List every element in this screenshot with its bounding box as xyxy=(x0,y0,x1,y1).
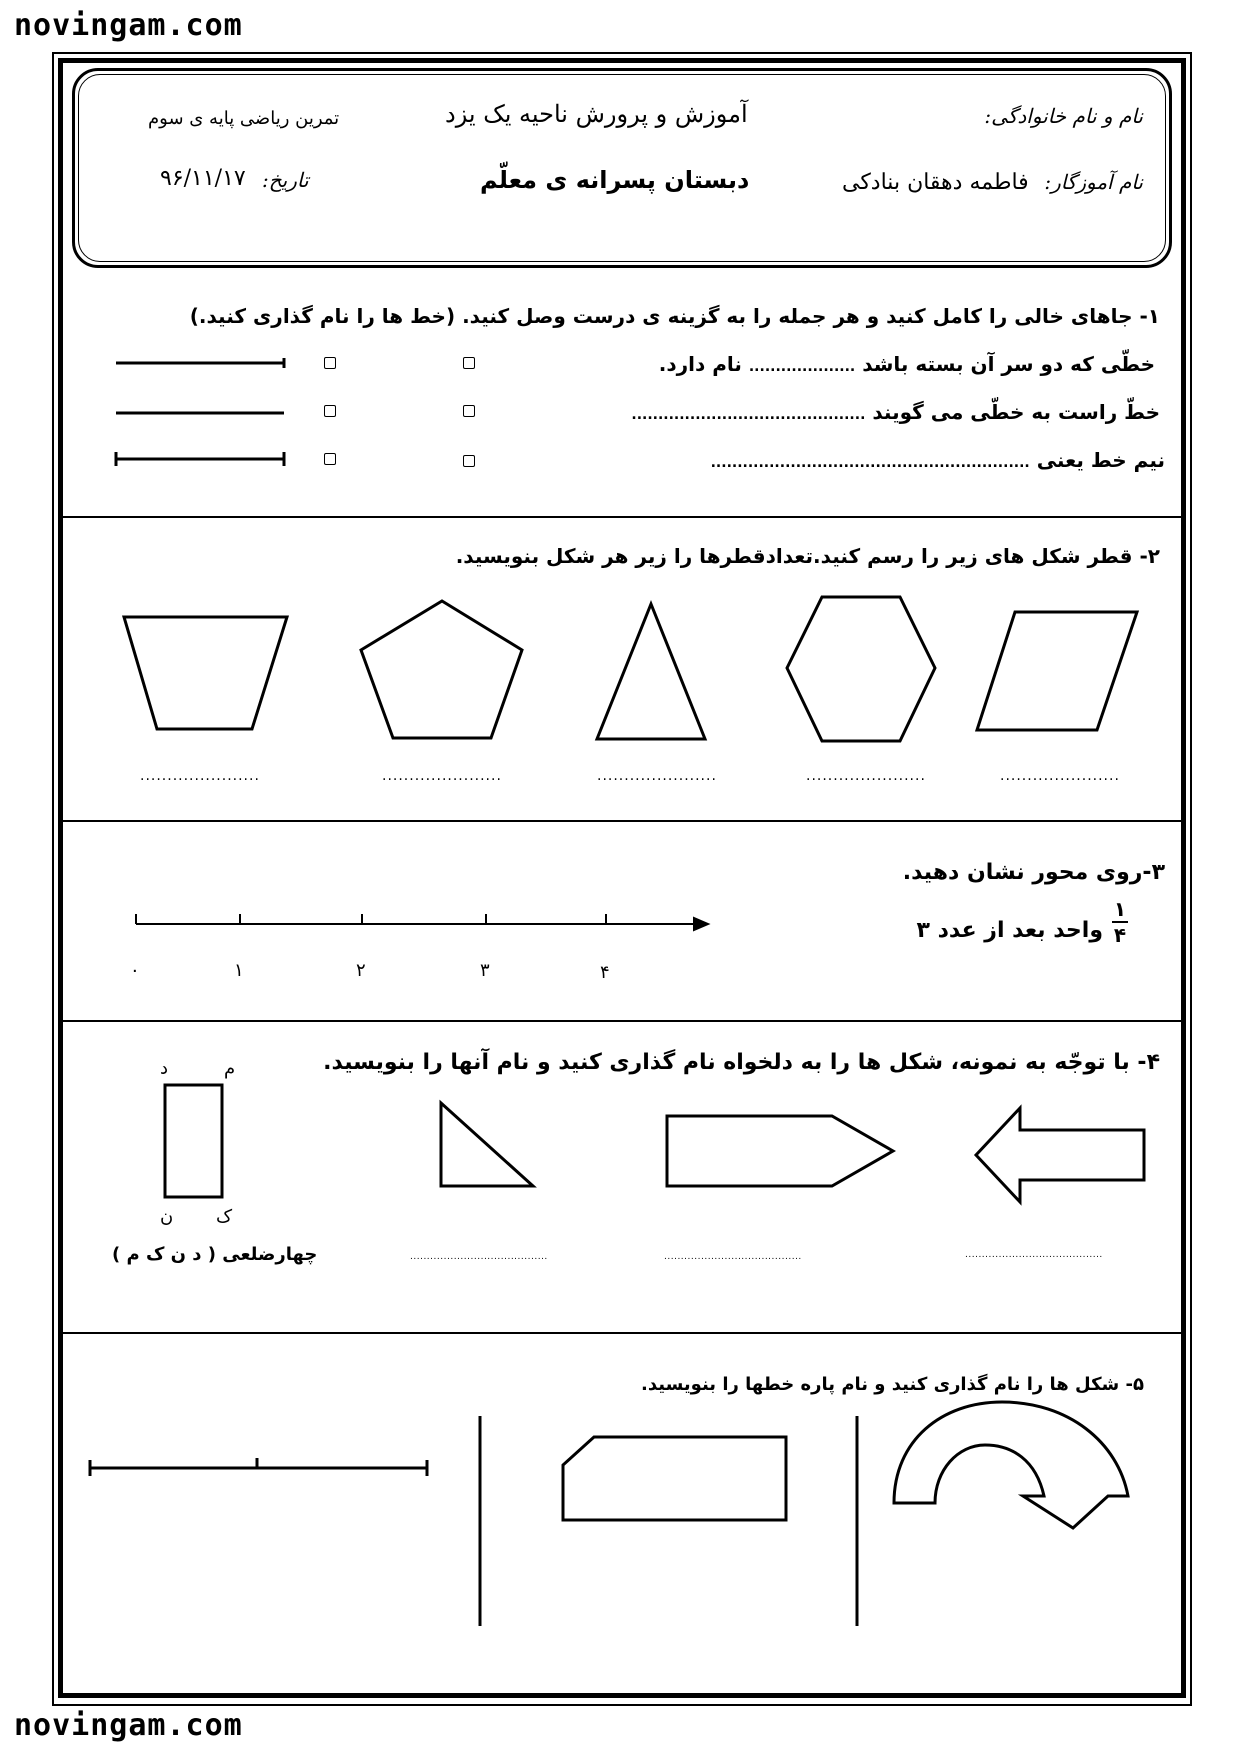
date-label: تاریخ: xyxy=(262,168,309,192)
q5-pentagon-shape xyxy=(563,1437,786,1520)
q1-row2-text: خطّ راست به خطّی می گویند xyxy=(872,400,1160,424)
tick-label-3: ۳ xyxy=(480,960,490,981)
label-mim: م xyxy=(224,1058,236,1079)
q4-answer-1[interactable]: ......................................... xyxy=(410,1252,548,1262)
q3-title: ۳-روی محور نشان دهید. xyxy=(902,860,1165,885)
q5-title: ۵- شکل ها را نام گذاری کنید و نام پاره خطها را بنویسید. xyxy=(641,1374,1144,1395)
q4-title: ۴- با توجّه به نمونه، شکل ها را به دلخواه نام گذاری کنید و نام آنها را بنویسید. xyxy=(323,1050,1160,1075)
tick-label-2: ۲ xyxy=(356,960,366,981)
q4-answer-3[interactable]: ......................................... xyxy=(965,1250,1103,1260)
q2-answer-2[interactable]: ...................... xyxy=(382,768,502,784)
fraction-denominator: ۴ xyxy=(1113,923,1127,947)
q2-answer-4[interactable]: ...................... xyxy=(806,768,926,784)
curved-arrow-shape xyxy=(894,1402,1128,1528)
date-value: ۹۶/۱۱/۱۷ xyxy=(160,166,246,191)
watermark-top: novingam.com xyxy=(14,8,243,43)
school-name: دبستان پسرانه ی معلّم xyxy=(480,166,750,194)
q2-answer-3[interactable]: ...................... xyxy=(597,768,717,784)
q1-row2-blank: ............................................ xyxy=(631,407,866,423)
q1-title: ۱- جاهای خالی را کامل کنید و هر جمله را به گزینه ی درست وصل کنید. (خط ها را نام گذاری کنید.) xyxy=(189,304,1160,328)
watermark-bottom: novingam.com xyxy=(14,1708,243,1743)
teacher-label: نام آموزگار: xyxy=(1044,170,1143,194)
q2-title: ۲- قطر شکل های زیر را رسم کنید.تعدادقطرها را زیر هر شکل بنویسید. xyxy=(455,544,1160,568)
q2-answer-1[interactable]: ...................... xyxy=(140,768,260,784)
label-noon: ن xyxy=(160,1206,174,1227)
q1-row1-end: نام دارد. xyxy=(658,352,742,376)
teacher-name: فاطمه دهقان بنادکی xyxy=(842,170,1029,195)
q1-row3-text: نیم خط یعنی xyxy=(1036,448,1165,472)
q4-answer-2[interactable]: ......................................... xyxy=(664,1252,802,1262)
label-dal: د xyxy=(160,1058,169,1079)
q1-row3-blank: ............................................................ xyxy=(710,455,1030,471)
q4-example-caption: چهارضلعی ( د ن ک م ) xyxy=(112,1244,318,1265)
q3-text: واحد بعد از عدد ۳ xyxy=(916,918,1103,943)
subject-label: تمرین ریاضی پایه ی سوم xyxy=(148,108,340,129)
org-title: آموزش و پرورش ناحیه یک یزد xyxy=(445,100,748,128)
tick-label-0: ۰ xyxy=(130,960,140,981)
label-kaf: ک xyxy=(216,1206,233,1227)
fraction-numerator: ۱ xyxy=(1113,897,1127,921)
name-label: نام و نام خانوادگی: xyxy=(984,104,1143,128)
q1-row1-text: خطّی که دو سر آن بسته باشد xyxy=(862,352,1155,376)
tick-label-4: ۴ xyxy=(600,962,610,983)
q1-row1-blank: .................... xyxy=(748,359,856,375)
tick-label-1: ۱ xyxy=(234,960,244,981)
q2-answer-5[interactable]: ...................... xyxy=(1000,768,1120,784)
